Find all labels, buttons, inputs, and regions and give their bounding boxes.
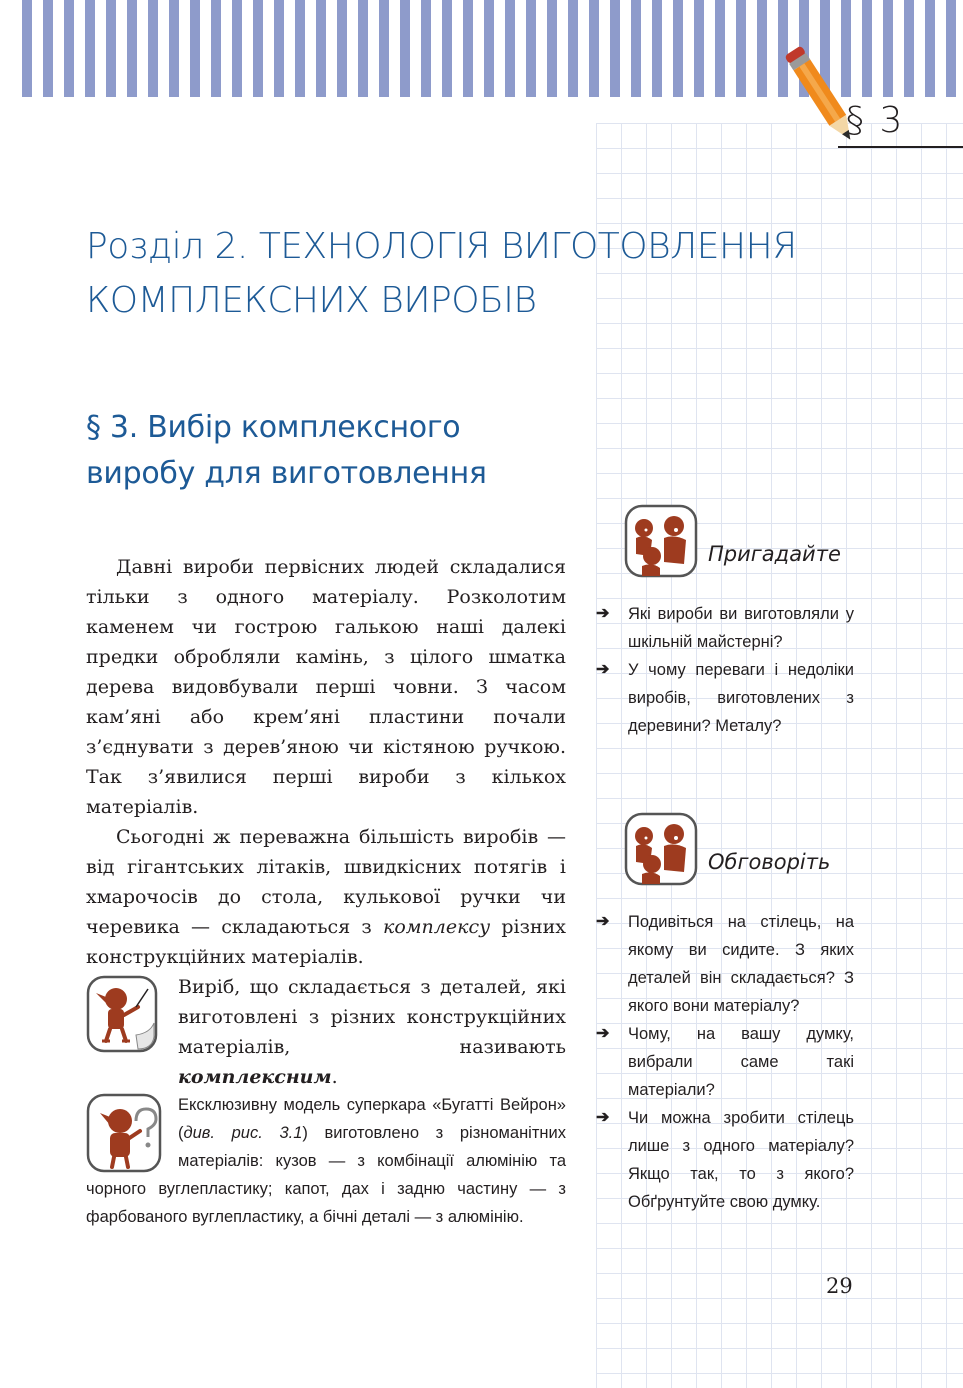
- discuss-list: [596, 908, 854, 1216]
- discuss-icon: [624, 812, 698, 886]
- discuss-item-3: Чи можна зробити стілець лише з одного матеріалу? Якщо так, то з якого? Обґрунтуйте свою думку.: [628, 1109, 854, 1211]
- chapter-title-line2: КОМПЛЕКСНИХ ВИРОБІВ: [86, 280, 537, 321]
- definition-icon: [86, 975, 158, 1053]
- body-text: [86, 552, 566, 972]
- list-item: [596, 600, 854, 656]
- body-paragraph-2-emphasis: комплексу: [383, 916, 491, 938]
- definition-body: Виріб, що складається з деталей, які виготовлені з різних конструкційних матеріалів, називають: [178, 976, 566, 1058]
- list-item: [596, 1020, 854, 1104]
- section-underline: [838, 146, 963, 148]
- note-icon-spacer: [86, 1091, 178, 1175]
- body-paragraph-1: Давні вироби первісних людей складалися тільки з одного матеріалу. Розколотим каменем чи гострою галькою наші далекі предки обробляли камінь, з цілого шматка дерева видовбували перші човни. З часом кам’яні або крем’яні пластини почали з’єднувати з дерев’яною чи кістяною ручкою. Так з’явилися перші вироби з кількох матеріалів.: [86, 556, 566, 818]
- remember-heading: Пригадайте: [708, 542, 841, 566]
- paragraph-title-line2: виробу для виготовлення: [86, 456, 487, 491]
- arrow-right-icon: ➔: [596, 661, 610, 678]
- chapter-title: [86, 220, 806, 328]
- note-part-1: Ексклюзивну модель суперкара «Бугатті Вейрон» (: [178, 1096, 566, 1142]
- note-figure-reference: див. рис. 3.1: [183, 1124, 303, 1142]
- note-text: [86, 1091, 566, 1231]
- remember-item-1: Які вироби ви виготовляли у шкільній майстерні?: [628, 605, 854, 651]
- arrow-right-icon: ➔: [596, 605, 610, 622]
- definition-end: .: [331, 1066, 338, 1088]
- arrow-right-icon: ➔: [596, 1109, 610, 1126]
- chapter-title-line1: Розділ 2. ТЕХНОЛОГІЯ ВИГОТОВЛЕННЯ: [86, 226, 797, 267]
- discuss-item-1: Подивіться на стілець, на якому ви сидите. З яких деталей він складається? З якого вони матеріалу?: [628, 913, 854, 1015]
- definition-term: комплексним: [178, 1066, 332, 1088]
- note-part-2: ) виготовлено з різноманітних матеріалів: кузов — з комбінації алюмінію та чорного вуглепластику; капот, дах і задню частину — з фарбованого вуглепластику, а бічні деталі — з алюмінію.: [86, 1124, 566, 1226]
- remember-item-2: У чому переваги і недоліки виробів, виготовлених з деревини? Металу?: [628, 661, 854, 735]
- body-paragraph-2-end: різних конструкційних матеріалів.: [86, 916, 567, 968]
- list-item: [596, 908, 854, 1020]
- arrow-right-icon: ➔: [596, 913, 610, 930]
- body-paragraph-2: [86, 822, 566, 972]
- body-paragraph-2-start: Сьогодні ж переважна більшість виробів — від гігантських літаків, швидкісних потягів і хмарочосів до стола, кулькової ручки чи черевика — складаються з: [86, 826, 566, 938]
- discuss-heading: Обговоріть: [708, 850, 831, 874]
- page-number: 29: [826, 1274, 853, 1298]
- list-item: [596, 656, 854, 740]
- paragraph-title-line1: § 3. Вибір комплексного: [86, 410, 461, 445]
- paragraph-title: [86, 405, 566, 497]
- section-mark: § 3: [846, 100, 905, 141]
- remember-icon: [624, 504, 698, 578]
- arrow-right-icon: ➔: [596, 1025, 610, 1042]
- definition-text: [178, 972, 566, 1092]
- discuss-item-2: Чому, на вашу думку, вибрали саме такі матеріали?: [628, 1025, 854, 1099]
- remember-list: [596, 600, 854, 740]
- list-item: [596, 1104, 854, 1216]
